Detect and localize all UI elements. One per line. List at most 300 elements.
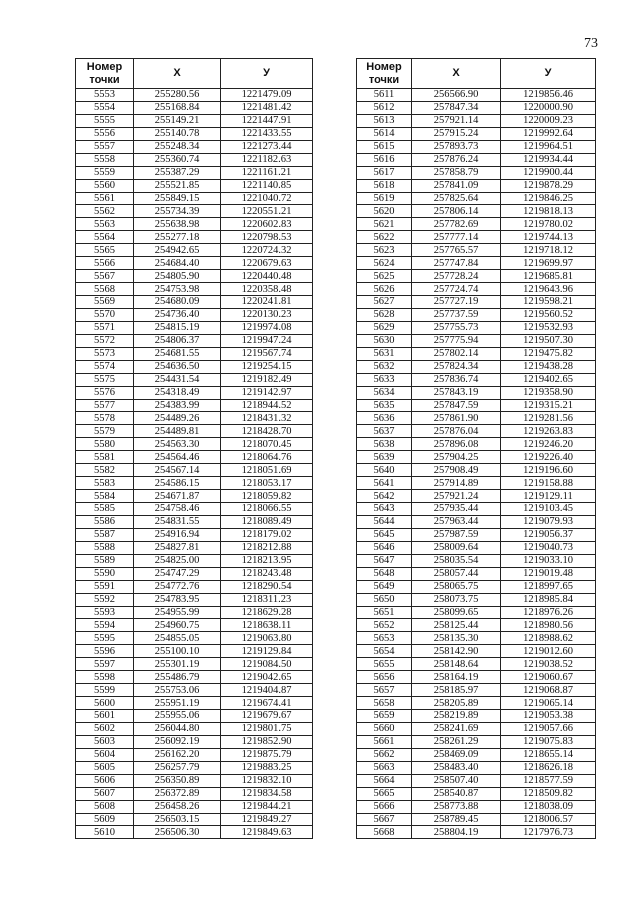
table-row [357,464,596,477]
x-coordinate-cell: 254772.76 [134,580,221,593]
header-x: X [412,59,501,89]
point-number-cell: 5612 [357,101,412,114]
point-number-cell: 5664 [357,774,412,787]
y-coordinate-cell: 1219129.84 [221,645,313,658]
y-coordinate-cell: 1219012.60 [501,645,596,658]
point-number-cell: 5630 [357,334,412,347]
point-number-cell: 5649 [357,580,412,593]
table-row [357,89,596,102]
table-row [76,101,313,114]
x-coordinate-cell: 254736.40 [134,308,221,321]
point-number-cell: 5602 [76,722,134,735]
point-number-cell: 5623 [357,244,412,257]
point-number-cell: 5601 [76,710,134,723]
x-coordinate-cell: 257806.14 [412,205,501,218]
y-coordinate-cell: 1219974.08 [221,321,313,334]
page-number: 73 [584,36,598,51]
x-coordinate-cell: 257728.24 [412,270,501,283]
x-coordinate-cell: 254758.46 [134,503,221,516]
table-row [357,632,596,645]
point-number-cell: 5569 [76,296,134,309]
x-coordinate-cell: 257843.19 [412,386,501,399]
point-number-cell: 5607 [76,787,134,800]
y-coordinate-cell: 1220551.21 [221,205,313,218]
x-coordinate-cell: 257861.90 [412,412,501,425]
point-number-cell: 5632 [357,360,412,373]
x-coordinate-cell: 254636.50 [134,360,221,373]
x-coordinate-cell: 255149.21 [134,114,221,127]
point-number-cell: 5648 [357,567,412,580]
table-row [357,399,596,412]
y-coordinate-cell: 1219846.25 [501,192,596,205]
y-coordinate-cell: 1220440.48 [221,270,313,283]
x-coordinate-cell: 255734.39 [134,205,221,218]
x-coordinate-cell: 256350.89 [134,774,221,787]
point-number-cell: 5610 [76,826,134,839]
y-coordinate-cell: 1218638.11 [221,619,313,632]
x-coordinate-cell: 254489.26 [134,412,221,425]
y-coordinate-cell: 1219780.02 [501,218,596,231]
y-coordinate-cell: 1219801.75 [221,722,313,735]
x-coordinate-cell: 257782.69 [412,218,501,231]
point-number-cell: 5564 [76,231,134,244]
x-coordinate-cell: 256506.30 [134,826,221,839]
x-coordinate-cell: 254827.81 [134,541,221,554]
table-row [357,270,596,283]
table-row [357,787,596,800]
y-coordinate-cell: 1219246.20 [501,438,596,451]
y-coordinate-cell: 1218051.69 [221,464,313,477]
y-coordinate-cell: 1219358.90 [501,386,596,399]
x-coordinate-cell: 257921.24 [412,490,501,503]
table-row [76,567,313,580]
point-number-cell: 5597 [76,658,134,671]
table-row [357,710,596,723]
table-row [76,541,313,554]
x-coordinate-cell: 254586.15 [134,477,221,490]
x-coordinate-cell: 256044.80 [134,722,221,735]
x-coordinate-cell: 257775.94 [412,334,501,347]
x-coordinate-cell: 255140.78 [134,127,221,140]
table-row [357,140,596,153]
y-coordinate-cell: 1219038.52 [501,658,596,671]
y-coordinate-cell: 1219182.49 [221,373,313,386]
x-coordinate-cell: 257893.73 [412,140,501,153]
point-number-cell: 5555 [76,114,134,127]
coordinates-table-left [75,58,313,839]
x-coordinate-cell: 255277.18 [134,231,221,244]
point-number-cell: 5645 [357,528,412,541]
table-row [357,477,596,490]
x-coordinate-cell: 254942.65 [134,244,221,257]
table-row [357,127,596,140]
x-coordinate-cell: 254489.81 [134,425,221,438]
x-coordinate-cell: 258035.54 [412,554,501,567]
x-coordinate-cell: 258057.44 [412,567,501,580]
y-coordinate-cell: 1218626.18 [501,761,596,774]
point-number-cell: 5622 [357,231,412,244]
table-row [357,308,596,321]
x-coordinate-cell: 255100.10 [134,645,221,658]
x-coordinate-cell: 254318.49 [134,386,221,399]
x-coordinate-cell: 255301.19 [134,658,221,671]
y-coordinate-cell: 1218213.95 [221,554,313,567]
point-number-cell: 5613 [357,114,412,127]
point-number-cell: 5634 [357,386,412,399]
point-number-cell: 5628 [357,308,412,321]
x-coordinate-cell: 254564.46 [134,451,221,464]
x-coordinate-cell: 256503.15 [134,813,221,826]
point-number-cell: 5606 [76,774,134,787]
point-number-cell: 5660 [357,722,412,735]
table-row [76,425,313,438]
point-number-cell: 5640 [357,464,412,477]
y-coordinate-cell: 1218179.02 [221,528,313,541]
y-coordinate-cell: 1220358.48 [221,283,313,296]
y-coordinate-cell: 1219129.11 [501,490,596,503]
point-number-cell: 5572 [76,334,134,347]
x-coordinate-cell: 255486.79 [134,671,221,684]
point-number-cell: 5589 [76,554,134,567]
y-coordinate-cell: 1219900.44 [501,166,596,179]
table-row [76,451,313,464]
x-coordinate-cell: 258065.75 [412,580,501,593]
header-y: У [501,59,596,89]
point-number-cell: 5641 [357,477,412,490]
x-coordinate-cell: 254825.00 [134,554,221,567]
point-number-cell: 5654 [357,645,412,658]
table-row [357,218,596,231]
y-coordinate-cell: 1219947.24 [221,334,313,347]
x-coordinate-cell: 256162.20 [134,748,221,761]
x-coordinate-cell: 257896.08 [412,438,501,451]
y-coordinate-cell: 1218980.56 [501,619,596,632]
table-row [76,257,313,270]
point-number-cell: 5579 [76,425,134,438]
x-coordinate-cell: 254955.99 [134,606,221,619]
x-coordinate-cell: 258540.87 [412,787,501,800]
y-coordinate-cell: 1218655.14 [501,748,596,761]
point-number-cell: 5642 [357,490,412,503]
x-coordinate-cell: 257724.74 [412,283,501,296]
y-coordinate-cell: 1220602.83 [221,218,313,231]
y-coordinate-cell: 1219560.52 [501,308,596,321]
x-coordinate-cell: 254783.95 [134,593,221,606]
x-coordinate-cell: 258241.69 [412,722,501,735]
x-coordinate-cell: 255638.98 [134,218,221,231]
x-coordinate-cell: 256092.19 [134,735,221,748]
x-coordinate-cell: 258099.65 [412,606,501,619]
y-coordinate-cell: 1217976.73 [501,826,596,839]
point-number-cell: 5621 [357,218,412,231]
y-coordinate-cell: 1218066.55 [221,503,313,516]
x-coordinate-cell: 257836.74 [412,373,501,386]
x-coordinate-cell: 258804.19 [412,826,501,839]
x-coordinate-cell: 257802.14 [412,347,501,360]
y-coordinate-cell: 1219040.73 [501,541,596,554]
y-coordinate-cell: 1219849.27 [221,813,313,826]
table-row [76,360,313,373]
x-coordinate-cell: 258773.88 [412,800,501,813]
y-coordinate-cell: 1218089.49 [221,515,313,528]
table-row [76,515,313,528]
table-row [357,451,596,464]
point-number-cell: 5605 [76,761,134,774]
table-row [76,231,313,244]
x-coordinate-cell: 257747.84 [412,257,501,270]
y-coordinate-cell: 1219019.48 [501,567,596,580]
table-row [357,722,596,735]
x-coordinate-cell: 256372.89 [134,787,221,800]
x-coordinate-cell: 257858.79 [412,166,501,179]
x-coordinate-cell: 255521.85 [134,179,221,192]
x-coordinate-cell: 256458.26 [134,800,221,813]
y-coordinate-cell: 1218038.09 [501,800,596,813]
point-number-cell: 5617 [357,166,412,179]
x-coordinate-cell: 255753.06 [134,684,221,697]
point-number-cell: 5629 [357,321,412,334]
y-coordinate-cell: 1219056.37 [501,528,596,541]
x-coordinate-cell: 254831.55 [134,515,221,528]
y-coordinate-cell: 1218985.84 [501,593,596,606]
y-coordinate-cell: 1219849.63 [221,826,313,839]
table-row [357,386,596,399]
y-coordinate-cell: 1218311.23 [221,593,313,606]
x-coordinate-cell: 254916.94 [134,528,221,541]
point-number-cell: 5559 [76,166,134,179]
y-coordinate-cell: 1219042.65 [221,671,313,684]
y-coordinate-cell: 1219084.50 [221,658,313,671]
y-coordinate-cell: 1221161.21 [221,166,313,179]
y-coordinate-cell: 1219567.74 [221,347,313,360]
y-coordinate-cell: 1218509.82 [501,787,596,800]
point-number-cell: 5625 [357,270,412,283]
table-row [76,593,313,606]
point-number-cell: 5668 [357,826,412,839]
table-row [357,296,596,309]
point-number-cell: 5619 [357,192,412,205]
x-coordinate-cell: 254383.99 [134,399,221,412]
table-row [76,464,313,477]
point-number-cell: 5636 [357,412,412,425]
table-row [357,101,596,114]
y-coordinate-cell: 1219226.40 [501,451,596,464]
table-row [76,619,313,632]
point-number-cell: 5576 [76,386,134,399]
y-coordinate-cell: 1219744.13 [501,231,596,244]
point-number-cell: 5556 [76,127,134,140]
table-row [76,735,313,748]
table-row [76,386,313,399]
x-coordinate-cell: 257876.24 [412,153,501,166]
y-coordinate-cell: 1218006.57 [501,813,596,826]
table-row [357,813,596,826]
table-row [76,477,313,490]
point-number-cell: 5566 [76,257,134,270]
point-number-cell: 5567 [76,270,134,283]
table-row [357,697,596,710]
y-coordinate-cell: 1219063.80 [221,632,313,645]
point-number-cell: 5592 [76,593,134,606]
table-row [357,800,596,813]
y-coordinate-cell: 1218428.70 [221,425,313,438]
table-row [76,528,313,541]
table-row [76,308,313,321]
table-row [76,710,313,723]
table-row [357,593,596,606]
point-number-cell: 5616 [357,153,412,166]
y-coordinate-cell: 1219033.10 [501,554,596,567]
y-coordinate-cell: 1221481.42 [221,101,313,114]
table-row [357,735,596,748]
header-y: У [221,59,313,89]
table-row [76,205,313,218]
table-row [357,412,596,425]
x-coordinate-cell: 258261.29 [412,735,501,748]
y-coordinate-cell: 1218944.52 [221,399,313,412]
point-number-cell: 5650 [357,593,412,606]
y-coordinate-cell: 1219103.45 [501,503,596,516]
table-row [76,787,313,800]
y-coordinate-cell: 1219053.38 [501,710,596,723]
table-row [76,347,313,360]
x-coordinate-cell: 258185.97 [412,684,501,697]
x-coordinate-cell: 257963.44 [412,515,501,528]
table-row [357,606,596,619]
point-number-cell: 5600 [76,697,134,710]
x-coordinate-cell: 257841.09 [412,179,501,192]
table-row [357,114,596,127]
table-row [76,192,313,205]
point-number-cell: 5667 [357,813,412,826]
table-row [76,296,313,309]
x-coordinate-cell: 258164.19 [412,671,501,684]
table-row [357,438,596,451]
point-number-cell: 5658 [357,697,412,710]
table-row [357,373,596,386]
y-coordinate-cell: 1220679.63 [221,257,313,270]
y-coordinate-cell: 1218064.76 [221,451,313,464]
point-number-cell: 5665 [357,787,412,800]
point-number-cell: 5662 [357,748,412,761]
table-row [76,800,313,813]
point-number-cell: 5659 [357,710,412,723]
table-row [76,697,313,710]
y-coordinate-cell: 1219674.41 [221,697,313,710]
y-coordinate-cell: 1218431.32 [221,412,313,425]
y-coordinate-cell: 1220798.53 [221,231,313,244]
x-coordinate-cell: 257908.49 [412,464,501,477]
point-number-cell: 5655 [357,658,412,671]
y-coordinate-cell: 1218053.17 [221,477,313,490]
y-coordinate-cell: 1219883.25 [221,761,313,774]
y-coordinate-cell: 1221040.72 [221,192,313,205]
table-row [76,813,313,826]
y-coordinate-cell: 1220724.32 [221,244,313,257]
x-coordinate-cell: 257737.59 [412,308,501,321]
table-row [357,257,596,270]
x-coordinate-cell: 257727.19 [412,296,501,309]
x-coordinate-cell: 256257.79 [134,761,221,774]
point-number-cell: 5637 [357,425,412,438]
point-number-cell: 5581 [76,451,134,464]
point-number-cell: 5584 [76,490,134,503]
x-coordinate-cell: 254806.37 [134,334,221,347]
x-coordinate-cell: 257921.14 [412,114,501,127]
point-number-cell: 5666 [357,800,412,813]
point-number-cell: 5633 [357,373,412,386]
table-row [76,684,313,697]
y-coordinate-cell: 1221182.63 [221,153,313,166]
x-coordinate-cell: 254805.90 [134,270,221,283]
point-number-cell: 5590 [76,567,134,580]
x-coordinate-cell: 255951.19 [134,697,221,710]
y-coordinate-cell: 1219643.96 [501,283,596,296]
table-row [76,283,313,296]
table-row [76,606,313,619]
point-number-cell: 5586 [76,515,134,528]
y-coordinate-cell: 1218976.26 [501,606,596,619]
point-number-cell: 5599 [76,684,134,697]
point-number-cell: 5620 [357,205,412,218]
y-coordinate-cell: 1219992.64 [501,127,596,140]
table-row [76,89,313,102]
x-coordinate-cell: 257755.73 [412,321,501,334]
x-coordinate-cell: 257914.89 [412,477,501,490]
table-row [357,283,596,296]
y-coordinate-cell: 1219142.97 [221,386,313,399]
y-coordinate-cell: 1219068.87 [501,684,596,697]
point-number-cell: 5595 [76,632,134,645]
point-number-cell: 5661 [357,735,412,748]
x-coordinate-cell: 255248.34 [134,140,221,153]
point-number-cell: 5663 [357,761,412,774]
point-number-cell: 5554 [76,101,134,114]
table-row [76,244,313,257]
x-coordinate-cell: 257847.59 [412,399,501,412]
table-row [357,671,596,684]
y-coordinate-cell: 1219532.93 [501,321,596,334]
point-number-cell: 5553 [76,89,134,102]
y-coordinate-cell: 1220009.23 [501,114,596,127]
table-row [357,360,596,373]
header-point-number: Номер точки [76,59,134,89]
y-coordinate-cell: 1219685.81 [501,270,596,283]
table-row [76,270,313,283]
header-point-number: Номер точки [357,59,412,89]
table-row [357,166,596,179]
point-number-cell: 5563 [76,218,134,231]
table-row [76,671,313,684]
point-number-cell: 5644 [357,515,412,528]
point-number-cell: 5574 [76,360,134,373]
x-coordinate-cell: 258507.40 [412,774,501,787]
table-row [357,580,596,593]
y-coordinate-cell: 1218059.82 [221,490,313,503]
y-coordinate-cell: 1221447.91 [221,114,313,127]
y-coordinate-cell: 1219065.14 [501,697,596,710]
table-row [357,774,596,787]
y-coordinate-cell: 1219254.15 [221,360,313,373]
x-coordinate-cell: 255387.29 [134,166,221,179]
point-number-cell: 5588 [76,541,134,554]
point-number-cell: 5598 [76,671,134,684]
y-coordinate-cell: 1219057.66 [501,722,596,735]
y-coordinate-cell: 1219196.60 [501,464,596,477]
point-number-cell: 5583 [76,477,134,490]
y-coordinate-cell: 1219934.44 [501,153,596,166]
x-coordinate-cell: 254671.87 [134,490,221,503]
